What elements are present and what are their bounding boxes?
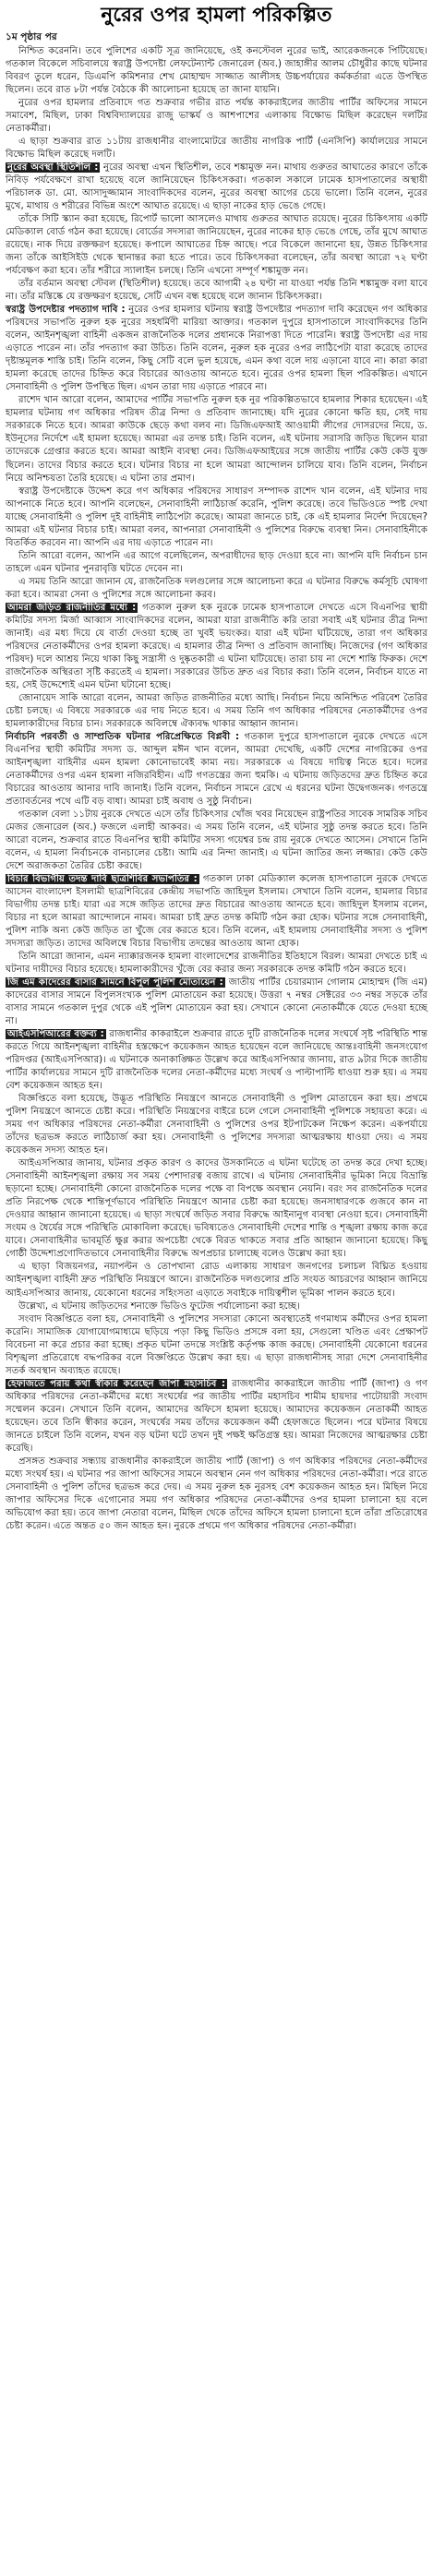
article-paragraph [6,1300,427,1313]
article-paragraph [6,1157,427,1261]
paragraph-text: তাঁকে সিটি স্ক্যান করা হয়েছে, রিপোর্ট ভালো আসলেও মাথায় গুরুতর আঘাত রয়েছে। নুরের চিকিৎসায় একটি মেডিক্যাল বোর্ড গঠন করা হয়েছে। বোর্ডের সদস্যরা জানিয়েছেন, নুরের নাকের হাড় ভেঙে গেছে, তাঁর মুখে আঘাত রয়েছে। নাক দিয়ে রক্তক্ষরণ হয়েছে। কপালে আঘাতের চিহ্ন আছে। পরে বিকেলে জানানো হয়, উন্নত চিকিৎসার জন্য তাঁকে আইসিইউ থেকে স্থানান্তর করা হতে পারে। তবে চিকিৎসকরা বলেছেন, তাঁর অবস্থা আরো ৭২ ঘণ্টা পর্যবেক্ষণ করা হবে। তাঁর শরীরে স্যালাইন চলছে। তিনি এখনো সম্পূর্ণ শঙ্কামুক্ত নন। [6,214,427,277]
article-paragraph [6,45,427,97]
article-paragraph [6,485,427,550]
article-paragraph [6,1378,427,1456]
article-paragraph [6,1093,427,1157]
article-paragraph [6,550,427,576]
paragraph-text: গতকাল দুপুরে হাসপাতালে নুরকে দেখতে এসে বিএনপির স্থায়ী কমিটির সদস্য ড. আব্দুল মঈন খান বলেন, আমরা দেখেছি, একটি দেশের নাগরিকের ওপর আইনশৃঙ্খলা বাহিনীর এমন হামলা কোনোভাবেই কাম্য নয়। সরকারকে এ বিষয়ে দায়িত্ব নিতে হবে। দলের নেতাকর্মীদের ওপর এমন হামলা নজিরবিহীন। এটি গণতন্ত্রের জন্য হুমকি। এ ঘটনায় জড়িতদের দ্রুত চিহ্নিত করে বিচারের আওতায় আনার দাবি জানাই। তিনি বলেন, নির্বাচন সামনে রেখে এ ধরনের ঘটনা উদ্বেগজনক। গণতন্ত্রে প্রত্যাবর্তনের পথে এটি বড় বাধা। আমরা চাই অবাধ ও সুষ্ঠু নির্বাচন। [6,731,427,807]
subheading: আমরা জড়িত রাজনীতির মধ্যে : [7,602,137,613]
subheading: হেফাজতে পরায় কথা স্বীকার করেছেন জাপা মহাসচিব : [7,1378,225,1389]
paragraph-text: রাজধানীর কাকরাইলে জাতীয় পার্টি (জাপা) ও গণ অধিকার পরিষদের নেতা-কর্মীদের মধ্যে সংঘর্ষের পর জাতীয় পার্টির মহাসচিব শামীম হায়দার পাটোয়ারী সংবাদ সম্মেলন করেন। সেখানে তিনি বলেন, আমাদের অফিসে হামলা হয়েছে। আমাদের কয়েকজন নেতাকর্মী আহত হয়েছেন। তবে তিনি স্বীকার করেন, সংঘর্ষের সময় তাঁদের কয়েকজন কর্মী হেফাজতে ছিলেন। পরে ঘটনার বিষয়ে জানতে চাইলে তিনি বলেন, যখন বড় ঘটনা ঘটে তখন দুই পক্ষই ক্ষতিগ্রস্ত হয়। আমরা নিজেদের আত্মরক্ষার চেষ্টা করেছি। [6,1378,427,1454]
subheading: বিচার বিভাগীয় তদন্ত দাবি ছাত্রশিবির সভাপতির : [7,874,198,884]
paragraph-text: জোনায়েদ সাকি আরো বলেন, আমরা জড়িত রাজনীতির মধ্যে আছি। নির্বাচন নিয়ে অনিশ্চিত পরিবেশ তৈরির চেষ্টা চলছে। এ বিষয়ে সরকারকে এর দায় নিতে হবে। এ সময় তিনি গণ অধিকার পরিষদের নেতাকর্মীদের ওপর হামলাকারীদের বিচার চান। সরকারকে অবিলম্বে ঐক্যবদ্ধ থাকার আহ্বান জানান। [6,692,427,729]
article-paragraph [6,1456,427,1533]
subheading: স্বরাষ্ট্র উপদেষ্টার পদত্যাগ দাবি : [6,305,126,316]
paragraph-text: তাঁর বর্তমান অবস্থা স্টেবল (স্থিতিশীল) হয়েছে। তবে আগামী ২৪ ঘণ্টা না যাওয়া পর্যন্ত তিনি শঙ্কামুক্ত বলা যাবে না। তাঁর মস্তিষ্কে যে রক্তক্ষরণ হয়েছে, সেটি এখন বন্ধ হয়েছে বলে জানান চিকিৎসকরা। [6,279,427,303]
paragraph-text: উল্লেখ্য, এ ঘটনায় জড়িতদের শনাক্তে ভিডিও ফুটেজ পর্যালোচনা করা হচ্ছে। [18,1300,300,1312]
subheading: আইএসপিআরের বক্তব্য : [7,1029,104,1040]
article-paragraph [6,951,427,976]
article-paragraph [6,278,427,304]
paragraph-text: তিনি আরো জানান, এমন ন্যাক্কারজনক হামলা বাংলাদেশের রাজনীতির ইতিহাসে বিরল। আমরা দেখতে চাই এ ঘটনার দায়ীদের বিচার হয়েছে। হামলাকারীদের খুঁজে বের করার জন্য সরকারকে তদন্ত কমিটি গঠন করতে হবে। [6,952,427,976]
article-paragraph [6,576,427,602]
subheading: জি এম কাদেরের বাসার সামনে বিপুল পুলিশ মোতায়েন : [7,977,223,988]
paragraph-text: গতকাল বেলা ১১টায় নুরকে দেখতে এসে তাঁর চিকিৎসার খোঁজ খবর নিয়েছেন রাষ্ট্রপতির সাবেক সামরিক সচিব মেজর জেনারেল (অব.) ফজলে এলাহী আকবর। এ সময় তিনি বলেন, এই ঘটনার সুষ্ঠু তদন্ত করতে হবে। তিনি আরো বলেন, শুক্রবার রাতে বিএনপির স্থায়ী কমিটির সদস্য গয়েশ্বর চন্দ্র রায় নুরকে দেখতে আসেন। সেখানে তিনি বলেন, এ হামলা নির্বাচনকে বানচালের চেষ্টা। আমি এর নিন্দা জানাই। এ ঘটনা জাতির জন্য লজ্জার। কেউ কেউ দেশে অরাজকতা তৈরির চেষ্টা করছে। [6,809,427,871]
article-paragraph [6,394,427,485]
article-paragraph [6,1313,427,1378]
article-paragraph [6,976,427,1028]
paragraph-text: এ সময় তিনি আরো জানান যে, রাজনৈতিক দলগুলোর সঙ্গে আলোচনা করে এ ঘটনার বিরুদ্ধে কর্মসূচি ঘোষণা করা হবে। আমরা সেনা ও পুলিশের সঙ্গে আলোচনা করব। [6,576,427,600]
paragraph-text: নুরের ওপর হামলার প্রতিবাদে গত শুক্রবার গভীর রাত পর্যন্ত কাকরাইলের জাতীয় পার্টির অফিসের সামনে সমাবেশ, মিছিল, ঢাকা বিশ্ববিদ্যালয়ের রাজু ভাস্কর্য ও আশপাশের এলাকায় বিক্ষোভ মিছিল করেছেন দলটির নেতাকর্মীরা। [6,98,427,135]
paragraph-text: এ ছাড়া শুক্রবার রাত ১১টায় রাজধানীর বাংলামোটরে জাতীয় নাগরিক পার্টি (এনসিপি) কার্যালয়ের সামনে বিক্ষোভ মিছিল করেছে দলটি। [6,137,427,161]
paragraph-text: প্রসঙ্গত শুক্রবার সন্ধ্যায় রাজধানীর কাকরাইলে জাতীয় পার্টি (জাপা) ও গণ অধিকার পরিষদের নেতা-কর্মীদের মধ্যে সংঘর্ষ হয়। এ ঘটনার পর জাপা অফিসের সামনে অবস্থান নেন গণ অধিকার পরিষদের নেতা-কর্মীরা। পরে রাতে সেনাবাহিনী ও পুলিশ তাঁদের ছত্রভঙ্গ করে দেয়। এ সময় নুরুল হক নুরসহ বেশ কয়েকজন আহত হন। মিছিল নিয়ে জাপার অফিসের দিকে এগোনোর সময় গণ অধিকার পরিষদের নেতা-কর্মীদের ওপর হামলা চালানো হয় বলে অভিযোগ করা হয়। তবে জাপা নেতারা বলেন, মিছিল থেকে তাঁদের অফিসে হামলা চালানো হলে তাঁরা প্রতিরোধের চেষ্টা করেন। এতে অন্তত ৫০ জন আহত হন। নুরকে প্রথমে গণ অধিকার পরিষদের নেতা-কর্মীরা। [6,1456,427,1531]
paragraph-text: নিশ্চিত করেননি। তবে পুলিশের একটি সূত্র জানিয়েছে, ওই কনস্টেবল নুরের ভাই, আরেকজনকে পিটিয়েছে। গতকাল বিকেলে সচিবালয়ে স্বরাষ্ট্র উপদেষ্টা লেফটেন্যান্ট জেনারেল (অব.) জাহাঙ্গীর আলম চৌধুরীর কাছে ঘটনার বিবরণ তুলে ধরেন, ডিএমপি কমিশনার শেখ মোহাম্মদ সাজ্জাত আলীসহ উচ্চপর্যায়ের কর্মকর্তারা এতে উপস্থিত ছিলেন। তবে রাত ৮টা পর্যন্ত বৈঠকে কী আলোচনা হয়েছে তা জানা যায়নি। [6,46,427,96]
paragraph-text: গতকাল নুরুল হক নুরকে ঢামেক হাসপাতালে দেখতে এসে বিএনপির স্থায়ী কমিটির সদস্য মির্জা আব্বাস সাংবাদিকদের বলেন, আমরা যারা রাজনীতি করি তারা সবাই এই ঘটনার তীব্র নিন্দা জানাই। এর মধ্য দিয়ে যে বার্তা দেওয়া হচ্ছে তা খুবই ভয়ংকর। যারা এই ঘটনা ঘটিয়েছে, তারা গণ অধিকার পরিষদের নেতাকর্মীদের ওপর হামলা করেছে। এ হামলার তীব্র নিন্দা ও প্রতিবাদ জানাচ্ছি। নিজেদের (গণ অধিকার পরিষদ) দলে আশ্রয় নিয়ে থাকা কিছু সন্ত্রাসী ও দুষ্কৃতকারী এ ঘটনা ঘটিয়েছে। তারা চায় না দেশে শান্তি ফিরুক। দেশে রাজনৈতিক অস্থিরতা সৃষ্টি করতেই এ হামলা। সরকারের উচিত দ্রুত এর বিচার করা। তিনি বলেন, নির্বাচন যাতে না হয়, সেই উদ্দেশ্যেই এমন ঘটনা ঘটানো হচ্ছে। [6,602,427,690]
article-paragraph [6,873,427,951]
paragraph-text: গতকাল ঢাকা মেডিক্যাল কলেজ হাসপাতালে নুরকে দেখতে আসেন বাংলাদেশ ইসলামী ছাত্রশিবিরের কেন্দ্রীয় সভাপতি জাহিদুল ইসলাম। সেখানে তিনি বলেন, হামলার বিচার বিভাগীয় তদন্ত চাই। যারা এর সঙ্গে জড়িত তাদের দ্রুত বিচারের আওতায় আনতে হবে। জাহিদুল ইসলাম বলেন, বিচার না হলে আমরা আন্দোলনে নামব। আমরা চাই দ্রুত তদন্ত কমিটি গঠন করা হোক। ঘটনার সঙ্গে সেনাবাহিনী, পুলিশ নাকি অন্য কেউ জড়িত তা খুঁজে বের করতে হবে। তিনি বলেন, এই হামলায় সেনাবাহিনীর সদস্য ও পুলিশ সদস্যরা জড়িত। তাদের অবিলম্বে বিচার বিভাগীয় তদন্তের আওতায় আনা হোক। [6,874,427,950]
paragraph-text: নুরের ওপর হামলার ঘটনায় স্বরাষ্ট্র উপদেষ্টার পদত্যাগ দাবি করেছেন গণ অধিকার পরিষদের সভাপতি নুরুল হক নুরের সহধর্মিণী মারিয়া আক্তার। গতকাল দুপুরে হাসপাতালে সাংবাদিকদের তিনি বলেন, আইনশৃঙ্খলা বাহিনী একজন রাজনৈতিক দলের প্রধানকে নিরাপত্তা দিতে পারেনি। স্বরাষ্ট্র উপদেষ্টা এর দায় এড়াতে পারেন না। তাঁর পদত্যাগ করা উচিত। তিনি বলেন, নুরুল হক নুরের ওপর লাঠিপেটা যারা করেছে তাদের দৃষ্টান্তমূলক শাস্তি চাই। তিনি বলেন, কিছু সেটি বলে ভুল হয়েছে, এমন কথা বলে দায় এড়ানো যাবে না। কারা কারা হামলা করেছে তাদের চিহ্নিত করে বিচারের আওতায় আনতে হবে। নুরের ওপর হামলা ছিল পরিকল্পিত। এখানে সেনাবাহিনী ও পুলিশ উপস্থিত ছিল। এখন তারা দায় এড়াতে পারবে না। [6,305,427,393]
article-paragraph [6,213,427,278]
paragraph-text: সংবাদ বিজ্ঞপ্তিতে বলা হয়, সেনাবাহিনী ও পুলিশের সদস্যরা কোনো অবস্থাতেই গণমাধ্যম কর্মীদের ওপর হামলা করেনি। সামাজিক যোগাযোগমাধ্যমে ছড়িয়ে পড়া কিছু ভিডিও প্রসঙ্গে বলা হয়, সেগুলো খণ্ডিত এবং প্রেক্ষাপট বিবেচনা না করে প্রচার করা হচ্ছে। প্রকৃত ঘটনা তদন্তে সংশ্লিষ্ট কর্তৃপক্ষ কাজ করছে। সেনাবাহিনী যেকোনো ধরনের বিশৃঙ্খলা প্রতিরোধে বদ্ধপরিকর বলে বিজ্ঞপ্তিতে উল্লেখ করা হয়। এ ছাড়া রাজধানীসহ সারা দেশে সেনাবাহিনীর সতর্ক অবস্থান অব্যাহত রয়েছে। [6,1313,428,1376]
headline: নুরের ওপর হামলা পরিকল্পিত [101,4,332,27]
article-paragraph [6,97,427,136]
article-paragraph [6,162,427,213]
article-paragraph [6,1261,427,1300]
article-paragraph [6,136,427,162]
article-paragraph [6,1028,427,1093]
article-paragraph [6,809,427,873]
paragraph-text: রাজধানীর কাকরাইলে শুক্রবার রাতে দুটি রাজনৈতিক দলের সংঘর্ষে সৃষ্ট পরিস্থিতি শান্ত করতে গিয়ে আইনশৃঙ্খলা বাহিনীর হস্তক্ষেপে কয়েকজন আহত হয়েছেন বলে জানিয়েছে আন্তঃবাহিনী জনসংযোগ পরিদপ্তর (আইএসপিআর)। এ ঘটনাকে অনাকাঙ্ক্ষিত উল্লেখ করে আইএসপিআর জানায়, রাত ৯টার দিকে জাতীয় পার্টির কার্যালয়ের সামনে দুটি রাজনৈতিক দলের নেতা-কর্মীদের মধ্যে সংঘর্ষ ও পাল্টাপাল্টি ধাওয়া শুরু হয়। এ সময় বেশ কয়েকজন আহত হন। [6,1029,427,1092]
article-paragraph [6,304,427,394]
paragraph-text: রাশেদ খান আরো বলেন, আমাদের পার্টির সভাপতি নুরুল হক নুর পরিকল্পিতভাবে হামলার শিকার হয়েছেন। এই হামলার ঘটনায় গণ অধিকার পরিষদ তীব্র নিন্দা ও প্রতিবাদ জানাচ্ছে। যদি নুরের কোনো ক্ষতি হয়, সেই দায় সরকারকে নিতে হবে। আমরা কাউকে ছেড়ে কথা বলব না। ডিজিএফআই আওয়ামী লীগের দোসরদের নিয়ে, ড. ইউনূসের নির্দেশে এই হামলা হয়েছে। আমরা এর তদন্ত চাই। তিনি বলেন, এই ঘটনায় সরাসরি জড়িত ছিলেন যারা তাদেরকে গ্রেপ্তার করতে হবে। আমরা আইনি ব্যবস্থা নেব। ডিজিএফআইয়ের সঙ্গে জাতীয় পার্টির কেউ কেউ যুক্ত ছিলেন। তাদের বিচার করতে হবে। ঘটনার বিচার না হলে আমরা আন্দোলন চালিয়ে যাব। তিনি বলেন, নির্বাচন নিয়ে অনিশ্চয়তা তৈরি হয়েছে। এ ঘটনা তার প্রমাণ। [6,395,427,484]
subheading: নুরের অবস্থা স্থিতিশীল : [7,162,99,174]
paragraph-text: তিনি আরো বলেন, আপনি এর আগে বলেছিলেন, অপরাধীদের ছাড় দেওয়া হবে না। আপনি যদি নির্বাচন চান তাহলে এমন ঘটনার পুনরাবৃত্তি ঘটতে দেবেন না। [6,550,427,574]
paragraph-text: নুরের অবস্থা এখন স্থিতিশীল, তবে শঙ্কামুক্ত নন। মাথায় গুরুতর আঘাতের কারণে তাঁকে নিবিড় পর্যবেক্ষণে রাখা হয়েছে বলে জানিয়েছেন চিকিৎসকরা। গতকাল সকালে ঢামেক হাসপাতালের অস্থায়ী পরিচালক ডা. মো. আসাদুজ্জামান সাংবাদিকদের বলেন, নুরের অবস্থা আগের চেয়ে ভালো। তিনি বলেন, নুরের মুখে, মাথায় ও শরীরের বিভিন্ন অংশে আঘাত রয়েছে। এ ছাড়া নাকের হাড় ভেঙে গেছে। [6,162,427,212]
paragraph-text: এ ছাড়া বিজয়নগর, নয়াপল্টন ও তোপখানা রোড এলাকায় সাধারণ জনগণের চলাচল বিঘ্নিত হওয়ায় আইনশৃঙ্খলা বাহিনী দ্রুত পরিস্থিতি নিয়ন্ত্রণে আনে। রাজনৈতিক দলগুলোর প্রতি সংযত আচরণের আহ্বান জানিয়ে আইএসপিআর জানায়, যেকোনো ধরনের সহিংসতা এড়াতে সবাইকে দায়িত্বশীল ভূমিকা পালন করতে হবে। [6,1262,427,1299]
paragraph-text: স্বরাষ্ট্র উপদেষ্টাকে উদ্দেশ করে গণ অধিকার পরিষদের সাধারণ সম্পাদক রাশেদ খান বলেন, এই ঘটনার দায় আপনাকে নিতে হবে। আপনি বলেছেন, সেনাবাহিনী লাঠিচার্জ করেনি, পুলিশ করেছে। তবে ভিডিওতে স্পষ্ট দেখা যাচ্ছে সেনাবাহিনী ও পুলিশ দুই বাহিনীই লাঠিপেটা করেছে। আমরা জানতে চাই, কে এই হামলার নির্দেশ দিয়েছেন? আমরা এই ঘটনার বিচার চাই। আমরা বলব, আপনারা সেনাবাহিনী ও পুলিশের বিরুদ্ধে ব্যবস্থা নিন। সেনাবাহিনীকে বিতর্কিত করবেন না। আপনি এর দায় এড়াতে পারেন না। [6,485,427,548]
article-paragraph [6,692,427,731]
subheading: নির্বাচনি পরবর্তী ও সাম্প্রতিক ঘটনার পরিপ্রেক্ষিতে বিপ্লবী : [6,731,240,742]
article-paragraph [6,731,427,809]
paragraph-text: বিজ্ঞপ্তিতে বলা হয়েছে, উদ্ভূত পরিস্থিতি নিয়ন্ত্রণে আনতে সেনাবাহিনী ও পুলিশ মোতায়েন করা হয়। প্রথমে পুলিশ নিয়ন্ত্রণে আনতে চেষ্টা করে। পরিস্থিতি নিয়ন্ত্রণের বাইরে চলে গেলে সেনাবাহিনী পুলিশকে সহায়তা করে। এ সময় গণ অধিকার পরিষদের নেতা-কর্মীরা সেনাবাহিনী ও পুলিশের ওপর ইটপাটকেল নিক্ষেপ করেন। একপর্যায়ে তাঁদের ছত্রভঙ্গ করতে লাঠিচার্জ করা হয়। সেনাবাহিনী ও পুলিশের সদস্যরা আত্মরক্ষায় ধাওয়া দেয়। এ সময় কয়েকজন সদস্য আহত হন। [6,1094,427,1156]
article-paragraph [6,602,427,692]
paragraph-text: আইএসপিআর জানায়, ঘটনার প্রকৃত কারণ ও কাদের উসকানিতে এ ঘটনা ঘটেছে তা তদন্ত করে দেখা হচ্ছে। সেনাবাহিনী আইনশৃঙ্খলা রক্ষায় সব সময় পেশাদারত্ব বজায় রাখে। এ ঘটনায় সেনাবাহিনীর ভূমিকা নিয়ে বিভ্রান্তি ছড়ানো হচ্ছে। সেনাবাহিনী কোনো রাজনৈতিক দলের পক্ষে বা বিপক্ষে অবস্থান নেয়নি। বরং সব রাজনৈতিক দলের প্রতি নিরপেক্ষ থেকে শান্তিপূর্ণভাবে পরিস্থিতি নিয়ন্ত্রণে আনার চেষ্টা করা হয়েছে। জনসাধারণকে গুজবে কান না দেওয়ার আহ্বান জানানো হয়েছে। এ ছাড়া সংঘর্ষে জড়িত সবার বিরুদ্ধে আইনানুগ ব্যবস্থা নেওয়া হবে। সেনাবাহিনী সংযম ও ধৈর্যের সঙ্গে পরিস্থিতি মোকাবিলা করেছে। ভবিষ্যতেও সেনাবাহিনী দেশের শান্তি ও শৃঙ্খলা রক্ষায় কাজ করে যাবে। সেনাবাহিনীর ভাবমূর্তি ক্ষুণ্ণ করার অপচেষ্টা থেকে বিরত থাকতে সবার প্রতি আহ্বান জানানো হয়েছে। কিছু গোষ্ঠী উদ্দেশ্যপ্রণোদিতভাবে সেনাবাহিনীর বিরুদ্ধে অপপ্রচার চালাচ্ছে বলেও উল্লেখ করা হয়। [6,1158,427,1260]
continued-note: ১ম পৃষ্ঠার পর [6,31,57,42]
paragraph-text: জাতীয় পার্টির চেয়ারম্যান গোলাম মোহাম্মদ (জি এম) কাদেরের বাসার সামনে বিপুলসংখ্যক পুলিশ মোতায়েন করা হয়েছে। উত্তরা ৭ নম্বর সেক্টরের ৩৩ নম্বর সড়কে তাঁর বাসার সামনে গতকাল দুপুর থেকে এই পুলিশ মোতায়েন করা হয়। সেখানে কোনো নেতাকর্মীকে যেতে দেওয়া হচ্ছে না। [6,977,427,1027]
article-body [6,45,427,1533]
